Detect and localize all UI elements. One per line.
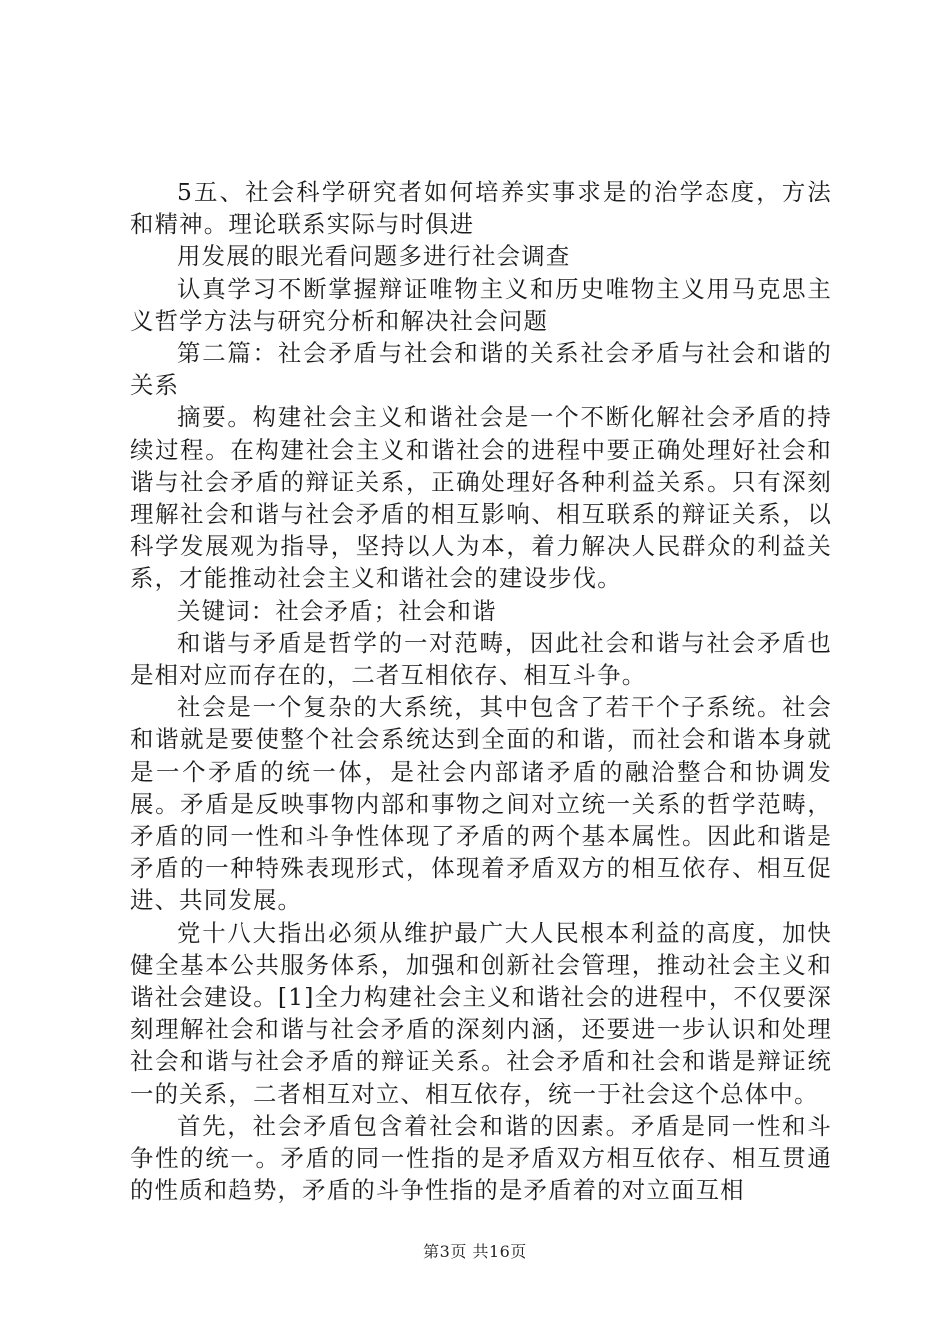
paragraph-7: 和谐与矛盾是哲学的一对范畴，因此社会和谐与社会矛盾也是相对应而存在的，二者互相依存、相互斗争。 xyxy=(130,628,832,690)
paragraph-8: 社会是一个复杂的大系统，其中包含了若干个子系统。社会和谐就是要使整个社会系统达到全面的和谐，而社会和谐本身就是一个矛盾的统一体，是社会内部诸矛盾的融洽整合和协调发展。矛盾是反映事物内部和事物之间对立统一关系的哲学范畴，矛盾的同一性和斗争性体现了矛盾的两个基本属性。因此和谐是矛盾的一种特殊表现形式，体现着矛盾双方的相互依存、相互促进、共同发展。 xyxy=(130,693,832,915)
keywords-paragraph: 关键词：社会矛盾；社会和谐 xyxy=(177,596,497,625)
paragraph-9: 党十八大指出必须从维护最广大人民根本利益的高度，加快健全基本公共服务体系，加强和创新社会管理，推动社会主义和谐社会建设。[1]全力构建社会主义和谐社会的进程中，不仅要深刻理解社会和谐与社会矛盾的深刻内涵，还要进一步认识和处理社会和谐与社会矛盾的辩证关系。社会矛盾和社会和谐是辩证统一的关系，二者相互对立、相互依存，统一于社会这个总体中。 xyxy=(130,918,832,1108)
page-number-footer: 第3页 共16页 xyxy=(423,1242,527,1261)
paragraph-1: 5五、社会科学研究者如何培养实事求是的治学态度，方法和精神。理论联系实际与时俱进 xyxy=(130,178,832,239)
abstract-paragraph: 摘要。构建社会主义和谐社会是一个不断化解社会矛盾的持续过程。在构建社会主义和谐社会的进程中要正确处理好社会和谐与社会矛盾的辩证关系，正确处理好各种利益关系。只有深刻理解社会和谐与社会矛盾的相互影响、相互联系的辩证关系，以科学发展观为指导，坚持以人为本，着力解决人民群众的利益关系，才能推动社会主义和谐社会的建设步伐。 xyxy=(130,403,832,593)
document-body xyxy=(130,176,832,1207)
paragraph-10: 首先，社会矛盾包含着社会和谐的因素。矛盾是同一性和斗争性的统一。矛盾的同一性指的是矛盾双方相互依存、相互贯通的性质和趋势，矛盾的斗争性指的是矛盾着的对立面互相 xyxy=(130,1111,832,1205)
paragraph-3: 认真学习不断掌握辩证唯物主义和历史唯物主义用马克思主义哲学方法与研究分析和解决社会问题 xyxy=(130,274,832,335)
paragraph-2: 用发展的眼光看问题多进行社会调查 xyxy=(177,242,571,271)
section-heading: 第二篇：社会矛盾与社会和谐的关系社会矛盾与社会和谐的关系 xyxy=(130,339,832,400)
